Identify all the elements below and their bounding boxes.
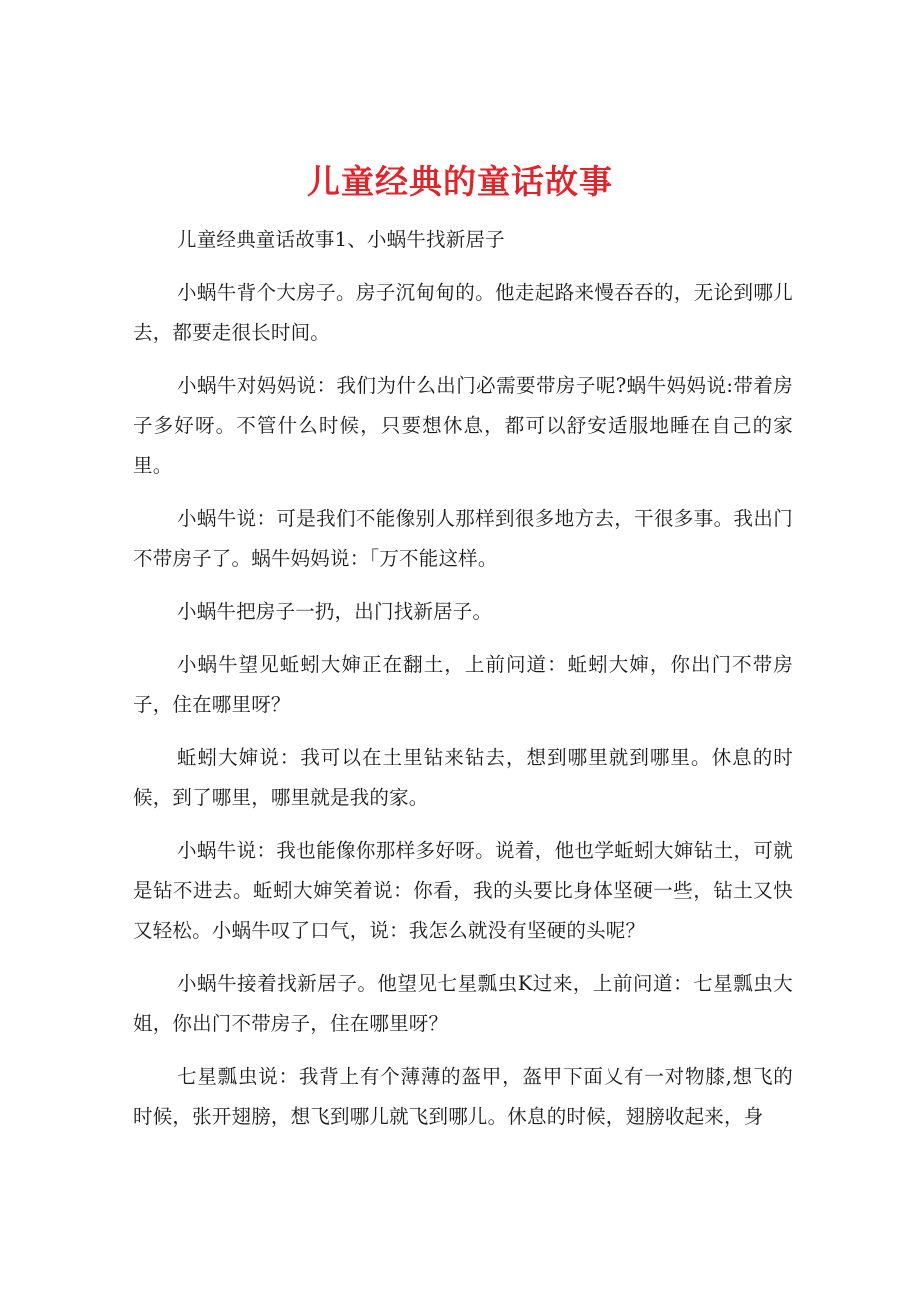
paragraph: 小蜗牛说：我也能像你那样多好呀。说着，他也学蚯蚓大婶钻土，可就是钻不进去。蚯蚓大婶笑着说：你看，我的头要比身体坚硬一些，钻土又快又轻松。小蜗牛叹了口气，说：我怎么就没有坚硬的头呢？ [133,839,793,942]
paragraph-heading: 儿童经典童话故事1、小蜗牛找新居子 [177,228,505,251]
paragraph: 蚯蚓大婶说：我可以在土里钻来钻去，想到哪里就到哪里。休息的时候，到了哪里，哪里就是我的家。 [133,746,793,809]
paragraph: 小蜗牛望见蚯蚓大婶正在翻土，上前问道：蚯蚓大婶，你出门不带房子，住在哪里呀？ [133,653,793,716]
paragraph: 七星瓢虫说：我背上有个薄薄的盔甲，盔甲下面乂有一对物膝,想飞的时候，张开翅膀，想飞到哪儿就飞到哪儿。休息的时候，翅膀收起来，身 [133,1065,793,1128]
paragraph: 小蜗牛说：可是我们不能像别人那样到很多地方去，干很多事。我出门不带房子了。蜗牛妈妈说：「万不能这样。 [133,507,793,570]
paragraph: 小蜗牛把房子一扔，出门找新居子。 [177,600,493,623]
paragraph: 小蜗牛背个大房子。房子沉甸甸的。他走起路来慢吞吞的，无论到哪儿去，都要走很长时间。 [133,281,793,344]
paragraph: 小蜗牛接着找新居子。他望见七星瓢虫K过来，上前问道：七星瓢虫大姐，你出门不带房子，住在哪里呀？ [133,972,793,1035]
paragraph: 小蜗牛对妈妈说：我们为什么出门必需要带房子呢?蜗牛妈妈说:带着房子多好呀。不管什么时候，只要想休息，都可以舒安适服地睡在自己的家里。 [133,374,793,477]
document-body [133,220,793,1150]
document-title: 儿童经典的童话故事 [307,162,613,202]
